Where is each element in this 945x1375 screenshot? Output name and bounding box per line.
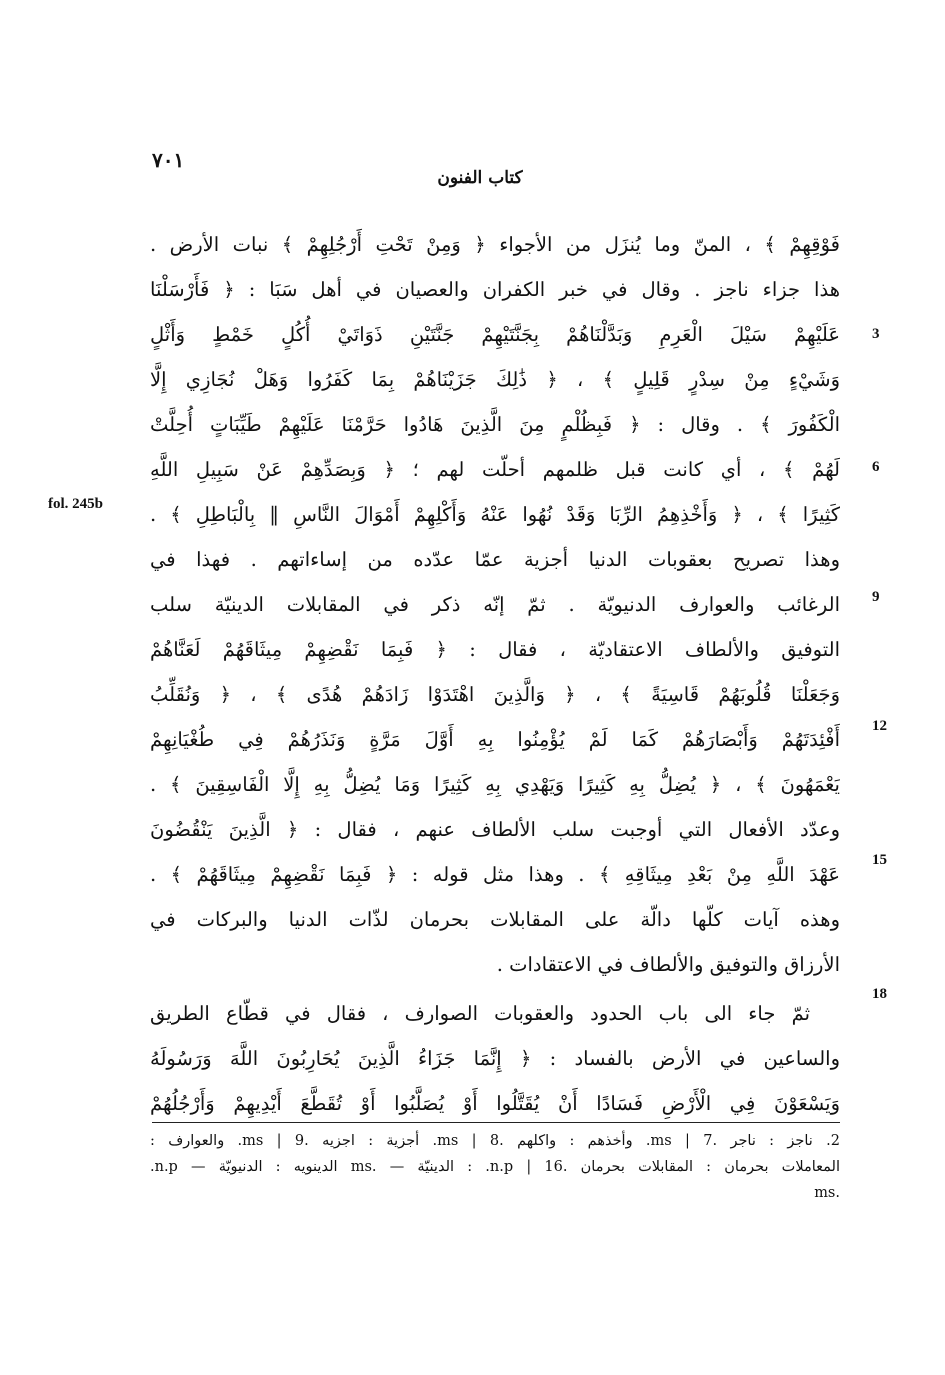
line-number-15: 15 (872, 852, 887, 868)
text-line: الأرزاق والتوفيق والألطاف في الاعتقادات . (496, 953, 840, 976)
text-line: هذا جزاء ناجز . وقال في خبر الكفران والعصيان في أهل سَبَا : ﴿ فَأَرْسَلْنَا (150, 278, 840, 301)
text-line: الْكَفُورَ ﴾ . وقال : ﴿ فَبِظُلْمٍ مِنَ الَّذِينَ هَادُوا حَرَّمْنَا عَلَيْهِمْ طَيِّبَاتٍ أُحِلَّتْ (150, 413, 840, 436)
text-line: وهذه آيات كلّها دالّة على المقابلات بحرمان لذّات الدنيا والبركات في (150, 908, 840, 931)
line-number-18: 18 (872, 986, 887, 1002)
folio-margin-note: fol. 245b (48, 496, 104, 512)
footnote-line: 2. ناجز : ناجر .ms | 7. وأخذهم : واكلهم .ms | 8. أجزية : اجزيه .ms | 9. والعوارف : (150, 1133, 840, 1149)
text-line: والساعين في الأرض بالفساد : ﴿ إِنَّمَا جَزَاءُ الَّذِينَ يُحَارِبُونَ اللَّهَ وَرَسُولَهُ (150, 1047, 840, 1070)
text-line: وعدّد الأفعال التي أوجبت سلب الألطاف عنهم ، فقال : ﴿ الَّذِينَ يَنْقُضُونَ (150, 818, 840, 841)
text-line: فَوْقِهِمْ ﴾ ، المنّ وما يُنزَل من الأجواء ﴿ وَمِنْ تَحْتِ أَرْجُلِهِمْ ﴾ نبات الأرض . (150, 233, 840, 256)
footnotes (150, 1128, 840, 1206)
footnote-line: ms. (814, 1185, 840, 1201)
text-line: ثمّ جاء الى باب الحدود والعقوبات الصوارف ، فقال في قطّاع الطريق (150, 1002, 810, 1025)
text-line: عَهْدَ اللَّهِ مِنْ بَعْدِ مِيثَاقِهِ ﴾ . وهذا مثل قوله : ﴿ فَبِمَا نَقْضِهِمْ مِيثَاقَهُمْ ﴾ . (150, 863, 840, 886)
line-number-12: 12 (872, 718, 887, 734)
text-line: يَعْمَهُونَ ﴾ ، ﴿ يُضِلُّ بِهِ كَثِيرًا وَيَهْدِي بِهِ كَثِيرًا وَمَا يُضِلُّ بِهِ إِلَّا الْفَاسِقِينَ ﴾ . (150, 773, 840, 796)
text-line: عَلَيْهِمْ سَيْلَ الْعَرِمِ وَبَدَّلْنَاهُمْ بِجَنَّتَيْهِمْ جَنَّتَيْنِ ذَوَاتَيْ أُكُلٍ خَمْطٍ وَأَثْلٍ (150, 323, 840, 346)
text-line: كَثِيرًا ﴾ ، ﴿ وَأَخْذِهِمُ الرِّبَا وَقَدْ نُهُوا عَنْهُ وَأَكْلِهِمْ أَمْوَالَ النَّاسِ ‖ بِالْبَاطِلِ ﴾ . (150, 503, 840, 526)
footnote-rule (152, 1122, 840, 1123)
line-number-6: 6 (872, 459, 880, 475)
line-number-9: 9 (872, 589, 880, 605)
line-number-3: 3 (872, 326, 880, 342)
text-line: وَشَيْءٍ مِنْ سِدْرٍ قَلِيلٍ ﴾ ، ﴿ ذَٰلِكَ جَزَيْنَاهُمْ بِمَا كَفَرُوا وَهَلْ نُجَازِي إِلَّا (150, 368, 840, 391)
page-number: ٧٠١ (152, 148, 185, 172)
running-head: كتاب الفنون (437, 168, 523, 188)
text-line: وَيَسْعَوْنَ فِي الْأَرْضِ فَسَادًا أَنْ يُقَتَّلُوا أَوْ يُصَلَّبُوا أَوْ تُقَطَّعَ أَيْدِيهِمْ وَأَرْجُلُهُمْ (150, 1092, 840, 1115)
text-line: وهذا تصريح بعقوبات الدنيا أجزية عمّا عدّده من إساءاتهم . فهذا في (150, 548, 840, 571)
text-line: وَجَعَلْنَا قُلُوبَهُمْ قَاسِيَةً ﴾ ، ﴿ وَالَّذِينَ اهْتَدَوْا زَادَهُمْ هُدًى ﴾ ، ﴿ وَنُقَلِّبُ (150, 683, 840, 706)
text-line: أَفْئِدَتَهُمْ وَأَبْصَارَهُمْ كَمَا لَمْ يُؤْمِنُوا بِهِ أَوَّلَ مَرَّةٍ وَنَذَرُهُمْ فِي طُغْيَانِهِمْ (150, 728, 840, 751)
text-line: لَهُمْ ﴾ ، أي كانت قبل ظلمهم أحلّت لهم ؛ ﴿ وَبِصَدِّهِمْ عَنْ سَبِيلِ اللَّهِ (150, 458, 840, 481)
footnote-line: المعاملات بحرمان : المقابلات بحرمان .16 | n.p. : الدينيّة — .ms الدينويه : الدنيويّة — n.p. (150, 1159, 840, 1175)
text-line: الرغائب والعوارف الدنيويّة . ثمّ إنّه ذكر في المقابلات الدينيّة سلب (150, 593, 840, 616)
body-text (150, 222, 840, 1126)
text-line: التوفيق والألطاف الاعتقاديّة ، فقال : ﴿ فَبِمَا نَقْضِهِمْ مِيثَاقَهُمْ لَعَنَّاهُمْ (150, 638, 840, 661)
